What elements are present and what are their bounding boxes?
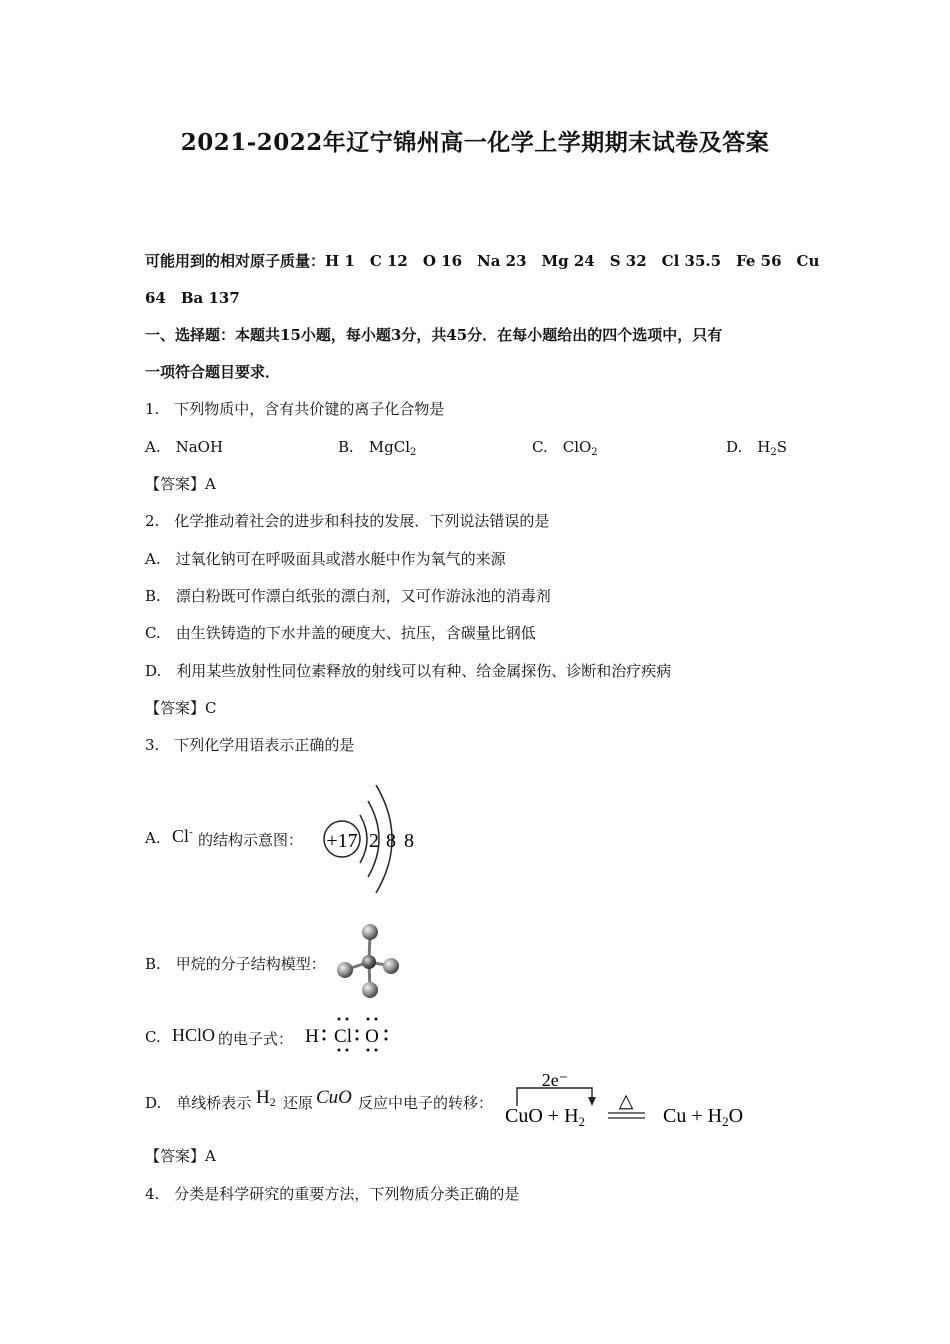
q1-option-b: B. MgCl$_2$ [338,438,417,458]
q2-option-a: A. 过氧化钠可在呼吸面具或潜水艇中作为氧气的来源 [145,550,506,568]
electron-transfer-equation [503,1066,753,1130]
hydrogen-atom-ball [362,924,378,940]
hydrogen-atom-ball [362,982,378,998]
section-heading-line-1: 一、选择题：本题共15小题，每小题3分，共45分．在每小题给出的四个选项中，只有 [145,326,723,344]
atom-cl: Cl [334,1026,352,1047]
q3-option-d-text: 反应中电子的转移： [358,1094,494,1112]
q3-option-c-text: 的电子式： [218,1030,294,1048]
products: $Cu + H_2O$ [663,1105,744,1129]
q3-option-a-text: 的结构示意图： [198,831,304,849]
methane-model-diagram [332,918,412,1002]
page-title: 2021-2022年辽宁锦州高一化学上学期期末试卷及答案 [180,129,770,156]
question-3-stem: 3. 下列化学用语表示正确的是 [145,736,355,754]
electron-label: 2e⁻ [541,1070,569,1090]
hclo-electron-dot-diagram [300,1014,392,1056]
q3-answer: 【答案】A [145,1147,216,1165]
chloride-structure-diagram [318,775,423,900]
atomic-mass-line-1: 可能用到的相对原子质量：H 1 C 12 O 16 Na 23 Mg 24 S 32 Cl 35.5 Fe 56 Cu [145,252,820,270]
heat-symbol: △ [618,1091,634,1112]
shell-count-3: 8 [404,830,414,852]
section-heading-line-2: 一项符合题目要求． [145,363,281,381]
q2-option-d: D. 利用某些放射性同位素释放的射线可以有种、给金属探伤、诊断和治疗疾病 [145,662,672,680]
shell-arc-1 [360,815,367,863]
question-4-stem: 4. 分类是科学研究的重要方法，下列物质分类正确的是 [145,1185,520,1203]
question-2-stem: 2. 化学推动着社会的进步和科技的发展．下列说法错误的是 [145,512,550,530]
hydrogen-atom-ball [337,962,353,978]
carbon-atom-ball [362,955,376,969]
arrowhead-icon [588,1097,596,1106]
q3-option-c-label: C. [145,1028,161,1046]
atom-h: H [305,1026,319,1047]
single-bridge-line [517,1088,592,1106]
q1-option-a: A. NaOH [145,438,224,456]
hclo-formula: HClO [172,1025,216,1045]
cuo-formula: CuO [316,1087,352,1108]
q3-option-a-label: A. [145,829,161,847]
chloride-ion-formula: Cl- [172,826,193,846]
q1-answer: 【答案】A [145,475,216,493]
shell-count-2: 8 [386,830,396,852]
q3-option-d-reduce: 还原 [283,1094,314,1112]
q2-answer: 【答案】C [145,699,217,717]
atomic-mass-line-2: 64 Ba 137 [145,289,240,307]
reactants: CuO + $H_2$ [505,1105,586,1129]
shell-count-1: 2 [369,830,379,852]
h2-formula: $H_2$ [256,1087,276,1109]
q2-option-c: C. 由生铁铸造的下水井盖的硬度大、抗压，含碳量比钢低 [145,624,536,642]
question-1-stem: 1. 下列物质中，含有共价键的离子化合物是 [145,400,445,418]
nucleus-charge: +17 [326,830,358,852]
q3-option-d-label: D. 单线桥表示 [145,1094,252,1112]
q3-option-b: B. 甲烷的分子结构模型： [145,955,326,973]
q2-option-b: B. 漂白粉既可作漂白纸张的漂白剂，又可作游泳池的消毒剂 [145,587,551,605]
atom-o: O [365,1026,379,1047]
q1-option-d: D. $H_2S$ [726,438,787,458]
hydrogen-atom-ball [383,958,399,974]
q1-option-c: C. ClO$_2$ [532,438,598,458]
